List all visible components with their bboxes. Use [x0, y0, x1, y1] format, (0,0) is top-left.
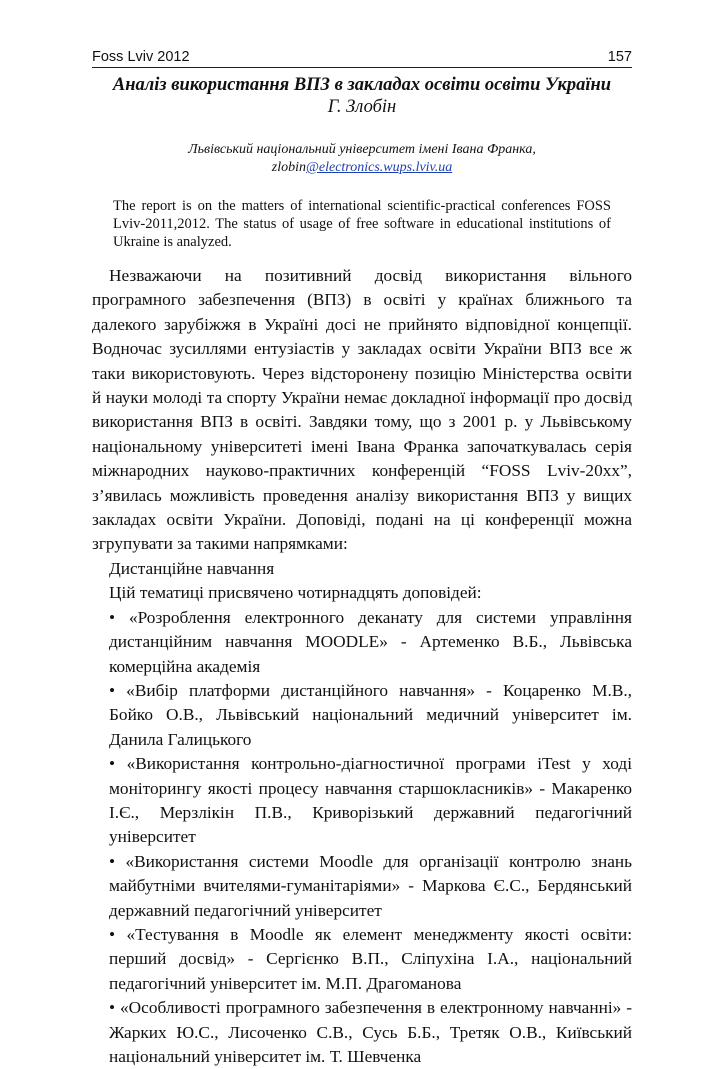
page-number: 157	[607, 49, 632, 65]
abstract: The report is on the matters of international scientific-practical conferences FOSS Lviv-2011,2012. The status of usage of free software in educational institutions of Ukraine is analyzed.	[113, 198, 611, 250]
section-title: Дистанційне навчання	[109, 558, 275, 578]
email-link[interactable]: @electronics.wups.lviv.ua	[306, 160, 453, 175]
intro-paragraph: Незважаючи на позитивний досвід використання вільного програмного забезпечення (ВПЗ) в освіті у країнах ближнього та далекого зарубіжжя в Україні досі не прийнято відповідної концепції. Водночас зусиллями ентузіастів у закладах освіти України ВПЗ все ж таки використовують. Через відсторонену позицію Міністерства освіти й науки молоді та спорту України немає докладної інформації про досвід використання ВПЗ в освіті. Завдяки тому, що з 2001 р. у Львівському національному університеті імені Івана Франка започаткувалась серія міжнародних науково-практичних конференцій “FOSS Lviv-20xx”, з’явилась можливість проведення аналізу використання ВПЗ у вищих закладах освіти України. Доповіді, подані на ці конференції можна згрупувати за такими напрямками:	[92, 266, 632, 554]
section-intro: Цій тематиці присвячено чотирнадцять доповідей:	[109, 583, 482, 603]
list-item: • «Розроблення електронного деканату для системи управління дистанційним навчання MOODLE» - Артеменко В.Б., Львівська комерційна академія	[109, 607, 632, 676]
list-item: • «Вибір платформи дистанційного навчання» - Коцаренко М.В., Бойко О.В., Львівський національний медичний університет ім. Данила Галицького	[109, 680, 632, 749]
list-item: • «Тестування в Moodle як елемент менеджменту якості освіти: перший досвід» - Сергієнко В.П., Сліпухіна І.А., національний педагогічний університет ім. М.П. Драгоманова	[109, 924, 632, 993]
paper-author: Г. Злобін	[327, 97, 397, 117]
header-conference: Foss Lviv 2012	[92, 49, 190, 65]
list-item: • «Використання системи Moodle для організації контролю знань майбутніми вчителями-гуманітаріями» - Маркова Є.С., Бердянський державний педагогічний університет	[109, 851, 632, 920]
paper-title: Аналіз використання ВПЗ в закладах освіти освіти України	[112, 75, 612, 95]
affiliation	[92, 141, 632, 177]
email-prefix: zlobin	[271, 160, 306, 175]
running-header	[92, 47, 632, 68]
paper-body	[92, 264, 632, 1069]
affiliation-institution: Львівський національний університет імені Івана Франка,	[188, 142, 536, 157]
list-item: • «Використання контрольно-діагностичної програми iTest у ході моніторингу якості процесу навчання старшокласників» - Макаренко І.Є., Мерзлікін П.В., Криворізький державний педагогічний університет	[109, 754, 632, 847]
list-item: • «Особливості програмного забезпечення в електронному навчанні» - Жарких Ю.С., Лисоченко С.В., Сусь Б.Б., Третяк О.В., Київський національний університет ім. Т. Шевченка	[109, 998, 632, 1066]
affiliation-email	[92, 159, 632, 177]
